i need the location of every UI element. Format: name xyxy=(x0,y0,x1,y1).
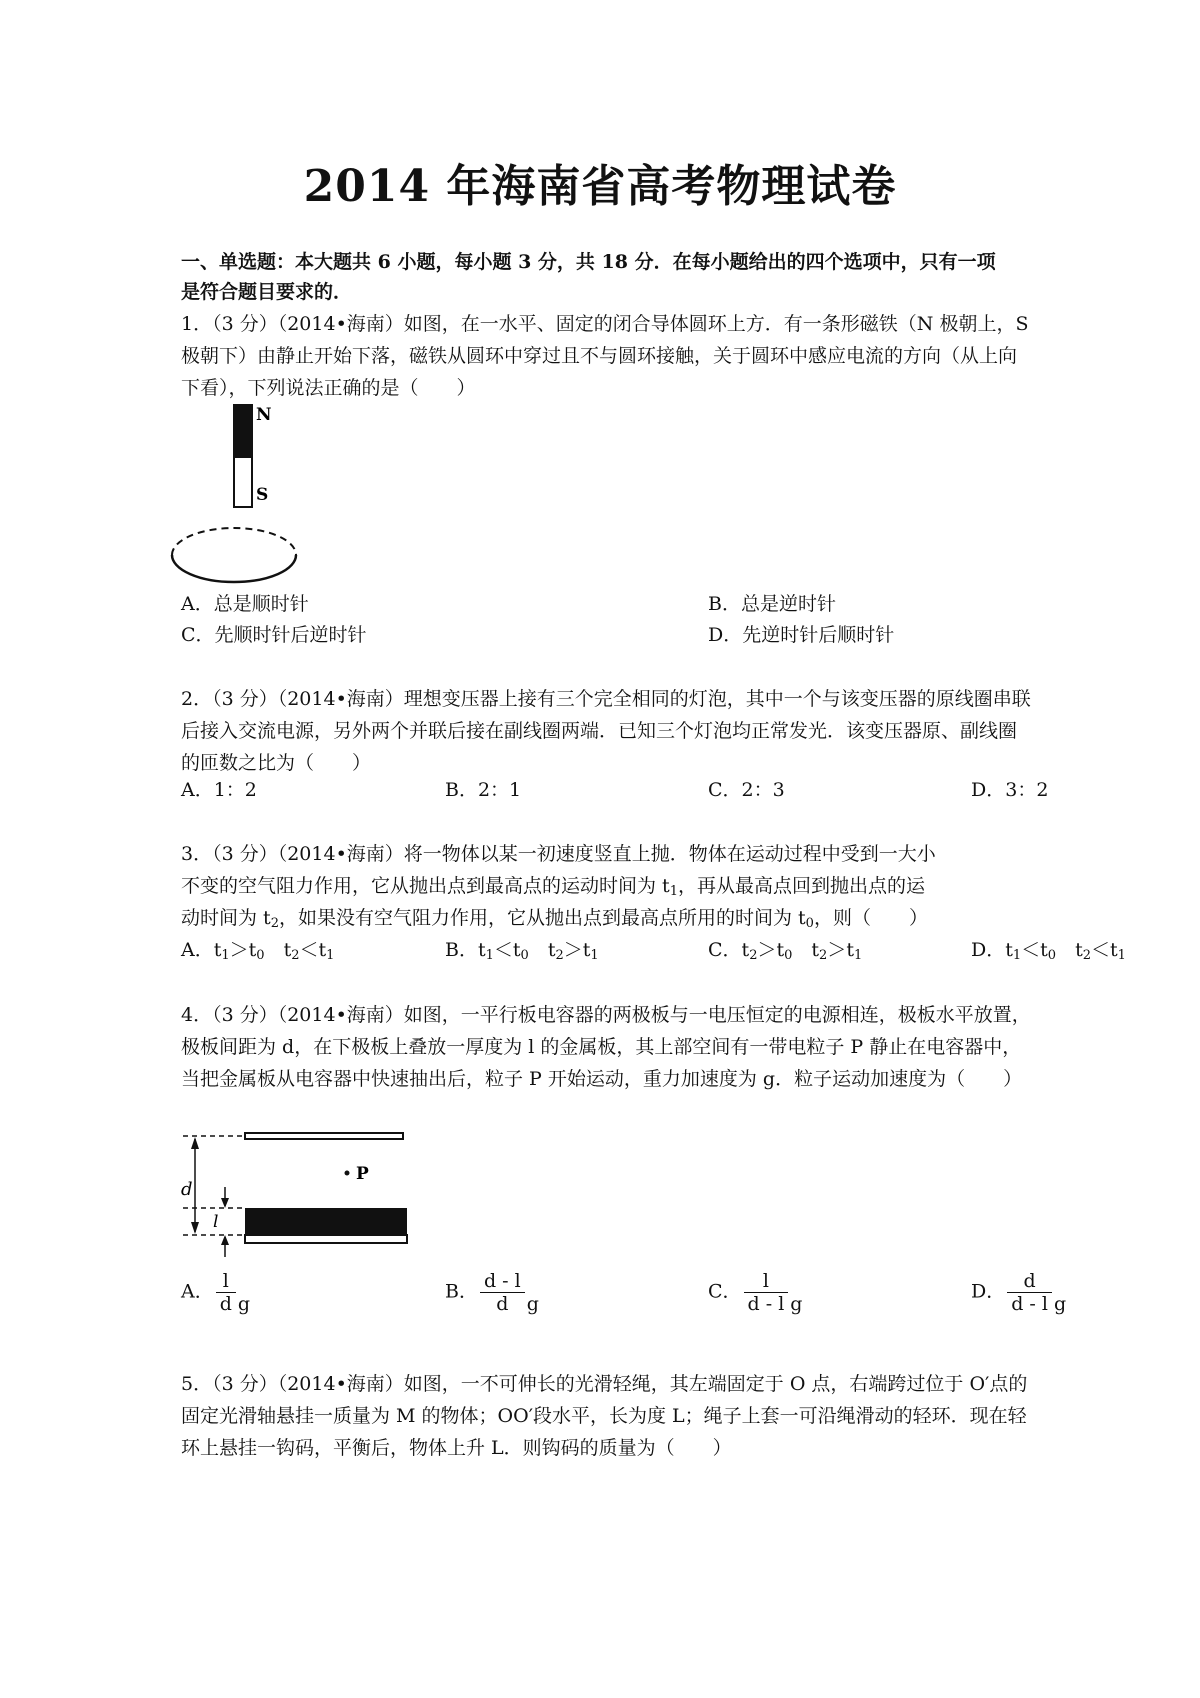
particle-p-dot xyxy=(345,1171,350,1176)
section-heading: 一、单选题：本大题共 6 小题，每小题 3 分，共 18 分．在每小题给出的四个选项中，只有一项是符合题目要求的． xyxy=(181,251,996,303)
q1-option-d[interactable]: D．先逆时针后顺时针 xyxy=(708,624,895,646)
question-5-text: 5．（3 分）（2014•海南）如图，一不可伸长的光滑轻绳，其左端固定于 O 点，右端跨过位于 O′点的固定光滑轴悬挂一质量为 M 的物体；OO′段水平，长为度 L；绳子上套一可沿绳滑动的轻环．现在轻环上悬挂一钩码，平衡后，物体上升 L．则钩码的质量为（ ） xyxy=(181,1373,1028,1459)
q4-option-a[interactable]: A． $\frac{l}{d}$ g xyxy=(181,1270,251,1315)
q1-magnet-ring-figure xyxy=(170,400,320,585)
q1-option-b[interactable]: B．总是逆时针 xyxy=(708,593,836,615)
q4-option-d[interactable]: D． $\frac{d}{d - l}$ g xyxy=(971,1270,1067,1315)
l-arrow-up xyxy=(221,1235,229,1245)
question-4-text: 4．（3 分）（2014•海南）如图，一平行板电容器的两极板与一电压恒定的电源相连，极板水平放置，极板间距为 d，在下极板上叠放一厚度为 l 的金属板，其上部空间有一带电粒子 P 静止在电容器中，当把金属板从电容器中快速抽出后，粒子 P 开始运动，重力加速度为 g．粒子运动加速度为（ ） xyxy=(181,1004,1031,1090)
q3-line-1: 3．（3 分）（2014•海南）将一物体以某一初速度竖直上抛．物体在运动过程中受到一大小 xyxy=(181,843,936,865)
magnet-n-label: N xyxy=(256,405,272,425)
magnet-s-label: S xyxy=(256,485,269,505)
d-arrow-up xyxy=(191,1137,199,1149)
question-2-text: 2．（3 分）（2014•海南）理想变压器上接有三个完全相同的灯泡，其中一个与该变压器的原线圈串联后接入交流电源，另外两个并联后接在副线圈两端．已知三个灯泡均正常发光．该变压器原、副线圈的匝数之比为（ ） xyxy=(181,688,1031,774)
q4-b-fraction: $\frac{d - l}{d}$ xyxy=(480,1270,525,1315)
q4-capacitor-figure xyxy=(180,1125,420,1265)
metal-slab xyxy=(245,1208,407,1235)
page-title: 2014 年海南省高考物理试卷 xyxy=(303,161,897,212)
q3-option-c[interactable]: C．$t_2>t_0$ $t_2>t_1$ xyxy=(708,939,863,963)
q1-option-a[interactable]: A．总是顺时针 xyxy=(181,593,309,615)
ring-front-solid xyxy=(172,555,296,582)
q3-line-2: 不变的空气阻力作用，它从抛出点到最高点的运动时间为 $t_1$，再从最高点回到抛出点的运 xyxy=(181,875,925,899)
question-1-text: 1．（3 分）（2014•海南）如图，在一水平、固定的闭合导体圆环上方．有一条形磁铁（N 极朝上，S 极朝下）由静止开始下落，磁铁从圆环中穿过且不与圆环接触，关于圆环中感应电流的方向（从上向下看），下列说法正确的是（ ） xyxy=(181,313,1029,399)
q3-option-b[interactable]: B．$t_1<t_0$ $t_2>t_1$ xyxy=(445,939,599,963)
upper-plate xyxy=(245,1133,403,1139)
d-arrow-down xyxy=(191,1222,199,1234)
ring-back-dashed xyxy=(172,528,296,555)
q2-option-b[interactable]: B．2：1 xyxy=(445,779,522,801)
q1-option-c[interactable]: C．先顺时针后逆时针 xyxy=(181,624,367,646)
question-3-text xyxy=(181,838,1031,934)
q4-option-b[interactable]: B． $\frac{d - l}{d}$ g xyxy=(445,1270,539,1315)
q4-d-fraction: $\frac{d}{d - l}$ xyxy=(1007,1270,1052,1315)
q3-line-3: 动时间为 $t_2$，如果没有空气阻力作用，它从抛出点到最高点所用的时间为 $t_0$，则（ ） xyxy=(181,907,928,931)
magnet-n-pole xyxy=(234,405,252,457)
q4-a-fraction: $\frac{l}{d}$ xyxy=(216,1270,236,1315)
q2-option-c[interactable]: C．2：3 xyxy=(708,779,785,801)
lower-plate xyxy=(245,1235,407,1243)
q4-c-fraction: $\frac{l}{d - l}$ xyxy=(744,1270,789,1315)
q2-option-d[interactable]: D．3：2 xyxy=(971,779,1049,801)
particle-p-label: P xyxy=(356,1164,369,1184)
d-label: d xyxy=(181,1179,193,1200)
q3-option-a[interactable]: A．$t_1>t_0$ $t_2<t_1$ xyxy=(181,939,335,963)
l-label: l xyxy=(213,1212,219,1232)
l-arrow-down xyxy=(221,1198,229,1208)
magnet-s-pole xyxy=(234,457,252,507)
q3-option-d[interactable]: D．$t_1<t_0$ $t_2<t_1$ xyxy=(971,939,1126,963)
q2-option-a[interactable]: A．1：2 xyxy=(181,779,257,801)
q4-option-c[interactable]: C． $\frac{l}{d - l}$ g xyxy=(708,1270,803,1315)
